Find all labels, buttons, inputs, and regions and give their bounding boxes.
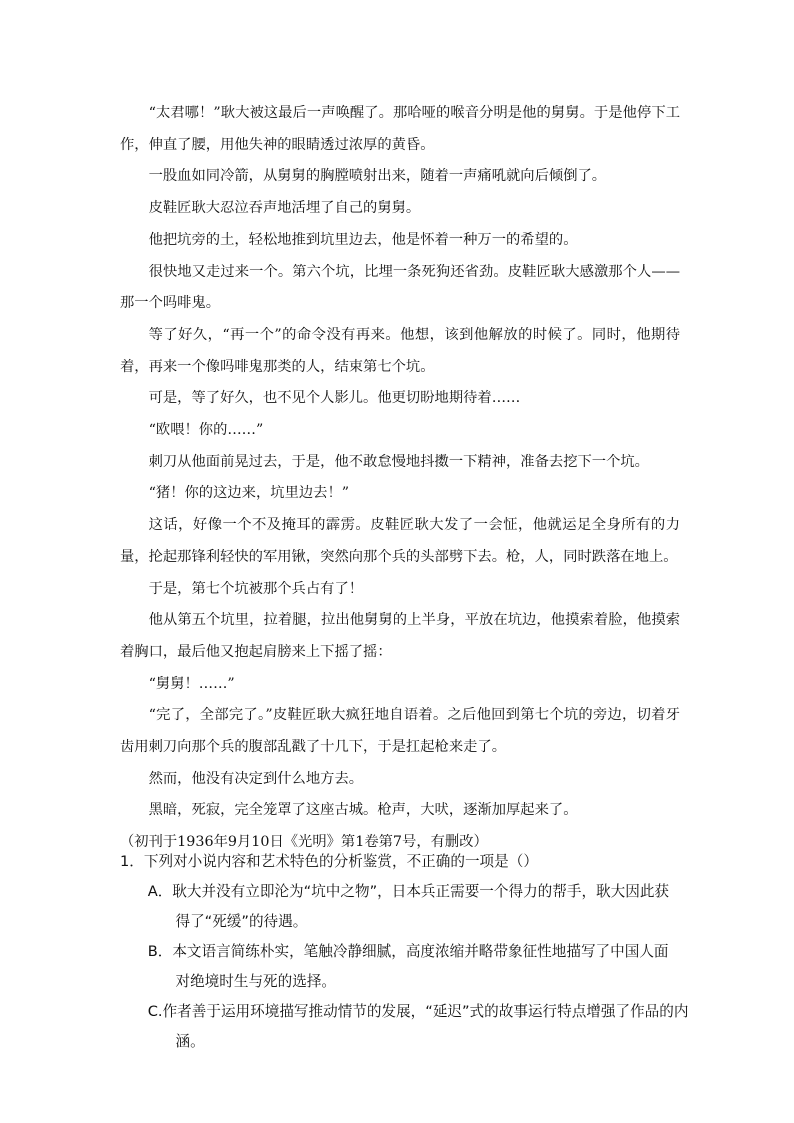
story-paragraph: 很快地又走过来一个。第六个坑，比埋一条死狗还省劲。皮鞋匠耿大感激那个人——那一个吗啡鬼。 xyxy=(120,263,680,312)
question-stem: 1．下列对小说内容和艺术特色的分析鉴赏，不正确的一项是（） xyxy=(120,853,538,870)
option-b: B．本文语言简练朴实，笔触冷静细腻，高度浓缩并略带象征性地描写了中国人面对绝境时生与死的选择。 xyxy=(147,943,669,990)
story-paragraph: 等了好久，“再一个”的命令没有再来。他想，该到他解放的时候了。同时，他期待着，再来一个像吗啡鬼那类的人，结束第七个坑。 xyxy=(120,326,680,375)
story-paragraph: “欧喂！你的……” xyxy=(148,422,264,439)
story-paragraph: 皮鞋匠耿大忍泣吞声地活埋了自己的舅舅。 xyxy=(148,200,421,217)
story-paragraph: 可是，等了好久，也不见个人影儿。他更切盼地期待着…… xyxy=(148,390,521,407)
story-paragraph: 刺刀从他面前晃过去，于是，他不敢怠慢地抖擞一下精神，准备去挖下一个坑。 xyxy=(148,453,649,470)
story-paragraph: “舅舅！……” xyxy=(148,675,235,692)
story-paragraph: 他把坑旁的土，轻松地推到坑里边去，他是怀着一种万一的希望的。 xyxy=(148,231,578,248)
source-citation: （初刊于1936年9月10日《光明》第1卷第7号，有删改） xyxy=(120,834,488,851)
option-c: C.作者善于运用环境描写推动情节的发展，“延迟”式的故事运行特点增强了作品的内涵。 xyxy=(147,1003,689,1050)
story-paragraph: “太君哪！”耿大被这最后一声唤醒了。那哈哑的喉音分明是他的舅舅。于是他停下工作，伸直了腰，用他失神的眼睛透过浓厚的黄昏。 xyxy=(120,105,680,153)
story-paragraph: 于是，第七个坑被那个兵占有了！ xyxy=(148,580,364,597)
story-paragraph: “猪！你的这边来，坑里边去！” xyxy=(148,485,350,502)
story-paragraph: 黑暗，死寂，完全笼罩了这座古城。枪声，大吠，逐渐加厚起来了。 xyxy=(148,802,578,819)
story-paragraph: 一股血如同冷箭，从舅舅的胸膛喷射出来，随着一声痛吼就向后倾倒了。 xyxy=(148,168,607,185)
story-excerpt xyxy=(120,98,680,859)
story-paragraph: 然而，他没有决定到什么地方去。 xyxy=(148,770,364,787)
question-1 xyxy=(120,847,689,1057)
story-paragraph: 这话，好像一个不及掩耳的霹雳。皮鞋匠耿大发了一会怔，他就运足全身所有的力量，抡起那锋利轻快的军用锹，突然向那个兵的头部劈下去。枪，人，同时跌落在地上。 xyxy=(120,517,680,565)
story-paragraph: 他从第五个坑里，拉着腿，拉出他舅舅的上半身，平放在坑边，他摸索着脸，他摸索着胸口，最后他又抱起肩膀来上下摇了摇： xyxy=(120,612,680,660)
option-a: A．耿大并没有立即沦为“坑中之物”，日本兵正需要一个得力的帮手，耿大因此获得了“死缓”的待遇。 xyxy=(147,883,670,930)
story-paragraph: “完了，全部完了。”皮鞋匠耿大疯狂地自语着。之后他回到第七个坑的旁边，切着牙齿用刺刀向那个兵的腹部乱戳了十几下，于是扛起枪来走了。 xyxy=(120,707,680,756)
